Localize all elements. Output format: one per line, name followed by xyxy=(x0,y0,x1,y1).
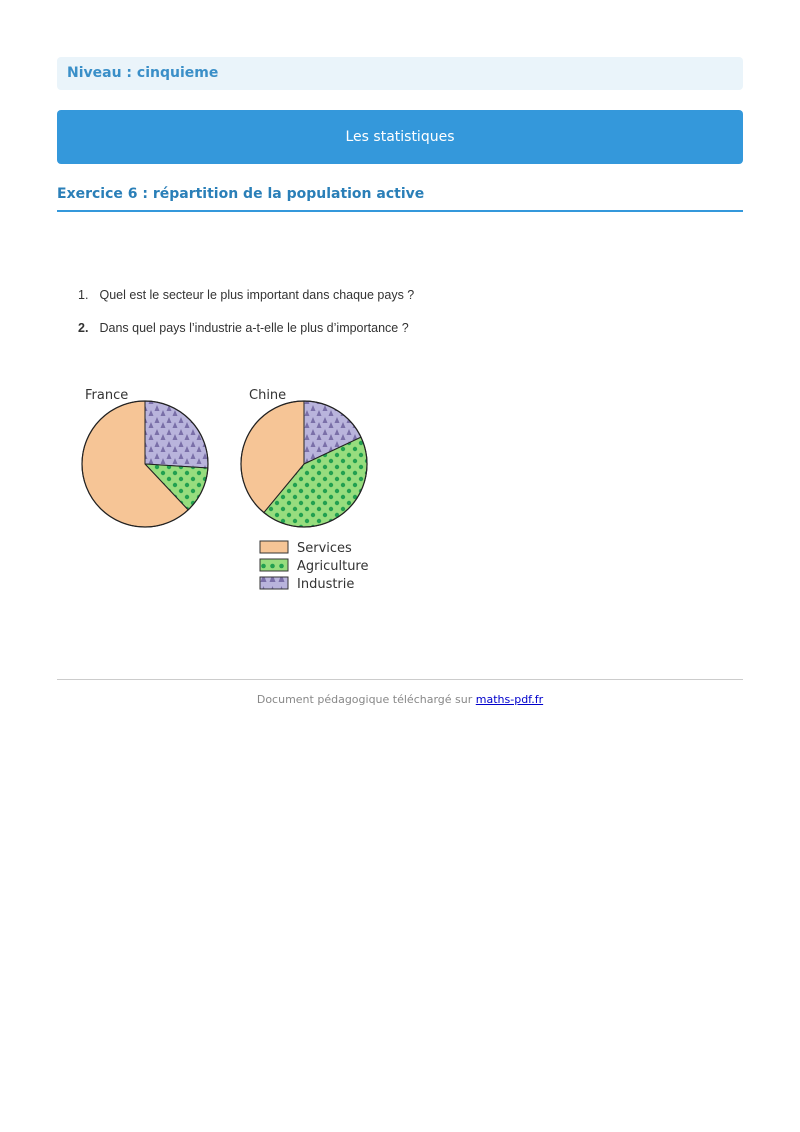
page-title: Les statistiques xyxy=(345,129,455,145)
question-text: Quel est le secteur le plus important dans chaque pays ? xyxy=(99,288,415,302)
question-item xyxy=(78,288,414,304)
pie-charts xyxy=(70,380,390,604)
question-number: 2. xyxy=(78,321,89,335)
footer-link[interactable]: maths-pdf.fr xyxy=(475,693,544,706)
question-number: 1. xyxy=(78,288,89,302)
footer-divider xyxy=(57,679,743,680)
pie-label: France xyxy=(85,388,129,403)
pie-slice-industrie xyxy=(145,401,208,468)
legend-swatch-agriculture xyxy=(260,559,288,571)
legend-swatch-services xyxy=(260,541,288,553)
exercise-title: Exercice 6 : répartition de la population active xyxy=(57,186,743,212)
footer xyxy=(0,693,800,706)
question-item xyxy=(78,321,414,337)
question-list xyxy=(78,288,414,354)
page-title-banner xyxy=(57,110,743,164)
legend-label: Agriculture xyxy=(297,559,369,574)
question-text: Dans quel pays l’industrie a-t-elle le plus d’importance ? xyxy=(99,321,409,335)
pie-chart-figure xyxy=(70,380,390,600)
legend-swatch-industrie xyxy=(260,577,288,589)
level-text: Niveau : cinquieme xyxy=(67,65,219,81)
legend-label: Services xyxy=(297,541,352,556)
pie-label: Chine xyxy=(249,388,287,403)
pie-france xyxy=(82,388,208,527)
legend-label: Industrie xyxy=(297,577,355,592)
pie-chine xyxy=(241,388,367,527)
footer-text: Document pédagogique téléchargé sur xyxy=(256,693,473,706)
level-banner xyxy=(57,57,743,90)
